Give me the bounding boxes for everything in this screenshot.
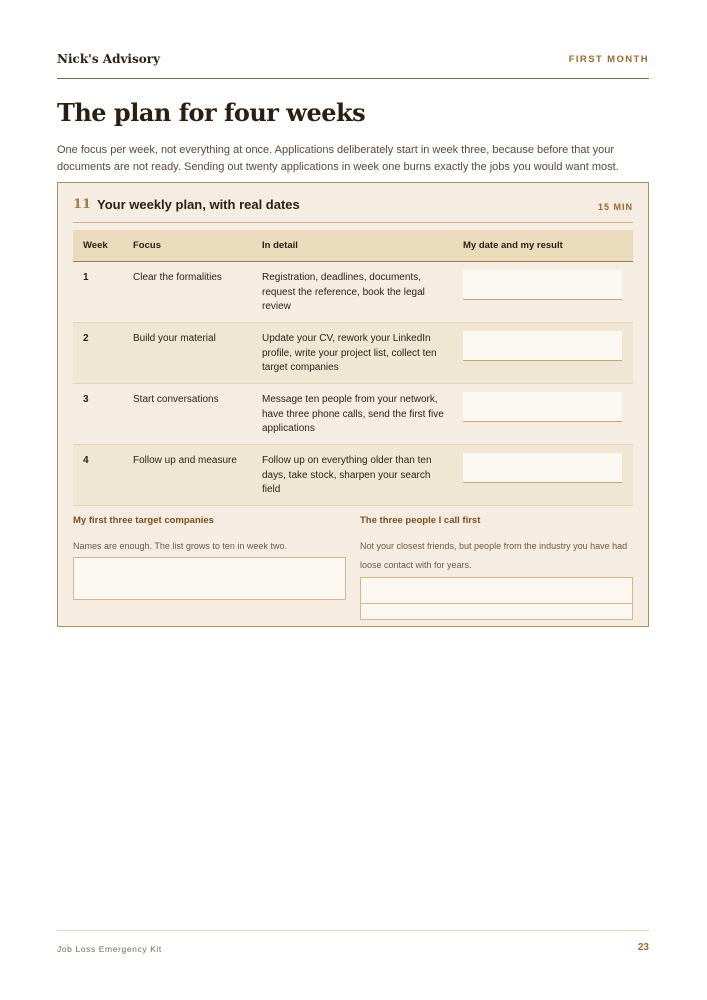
field-divider [361, 603, 632, 604]
first-calls-hint: Not your closest friends, but people from the industry you have had loose contact with for years. [360, 541, 628, 570]
page-footer [57, 930, 649, 954]
week-number: 4 [83, 455, 89, 466]
week-number: 1 [83, 272, 89, 283]
first-calls-label: The three people I call first [360, 515, 481, 526]
page-number: 23 [637, 942, 649, 953]
publication-title: Job Loss Emergency Kit [57, 944, 162, 954]
column-header-result: My date and my result [463, 240, 563, 251]
brand-name: Nick's Advisory [57, 52, 161, 66]
week-detail: Update your CV, rework your LinkedIn profile, write your project list, collect ten target companies [262, 333, 437, 373]
exercise-duration: 15 MIN [597, 202, 633, 212]
week-focus: Clear the formalities [133, 272, 222, 283]
weekly-plan-table [73, 230, 633, 506]
target-companies-label: My first three target companies [73, 515, 214, 526]
week-focus: Start conversations [133, 394, 219, 405]
date-result-field[interactable] [463, 331, 622, 361]
week-number: 3 [83, 394, 89, 405]
column-header-focus: Focus [133, 240, 161, 251]
exercise-title: Your weekly plan, with real dates [97, 197, 300, 212]
week-detail: Follow up on everything older than ten days, take stock, sharpen your search field [262, 455, 432, 495]
date-result-field[interactable] [463, 453, 622, 483]
week-detail: Message ten people from your network, have three phone calls, send the first five applications [262, 394, 444, 434]
table-row [73, 384, 633, 445]
week-focus: Follow up and measure [133, 455, 237, 466]
week-number: 2 [83, 333, 89, 344]
intro-paragraph: One focus per week, not everything at once. Applications deliberately start in week three, because before that your documents are not ready. Sending out twenty applications in week one burns exactly the jobs you would want most. [57, 144, 619, 173]
table-header [73, 230, 633, 262]
exercise-header [73, 193, 633, 223]
week-focus: Build your material [133, 333, 216, 344]
first-calls-field[interactable] [360, 577, 633, 620]
section-label: FIRST MONTH [568, 54, 649, 65]
page-header [57, 52, 649, 79]
column-header-week: Week [83, 240, 108, 251]
date-result-field[interactable] [463, 392, 622, 422]
target-companies-field[interactable] [73, 557, 346, 600]
target-companies-section [73, 515, 346, 600]
target-companies-hint: Names are enough. The list grows to ten in week two. [73, 541, 287, 551]
exercise-number: 11 [73, 197, 92, 212]
week-detail: Registration, deadlines, documents, request the reference, book the legal review [262, 272, 425, 312]
exercise-box [57, 182, 649, 627]
table-row [73, 323, 633, 384]
table-row [73, 445, 633, 506]
first-calls-section [360, 515, 633, 620]
column-header-detail: In detail [262, 240, 298, 251]
table-row [73, 262, 633, 323]
date-result-field[interactable] [463, 270, 622, 300]
page-title: The plan for four weeks [57, 98, 366, 127]
page [57, 0, 649, 1000]
